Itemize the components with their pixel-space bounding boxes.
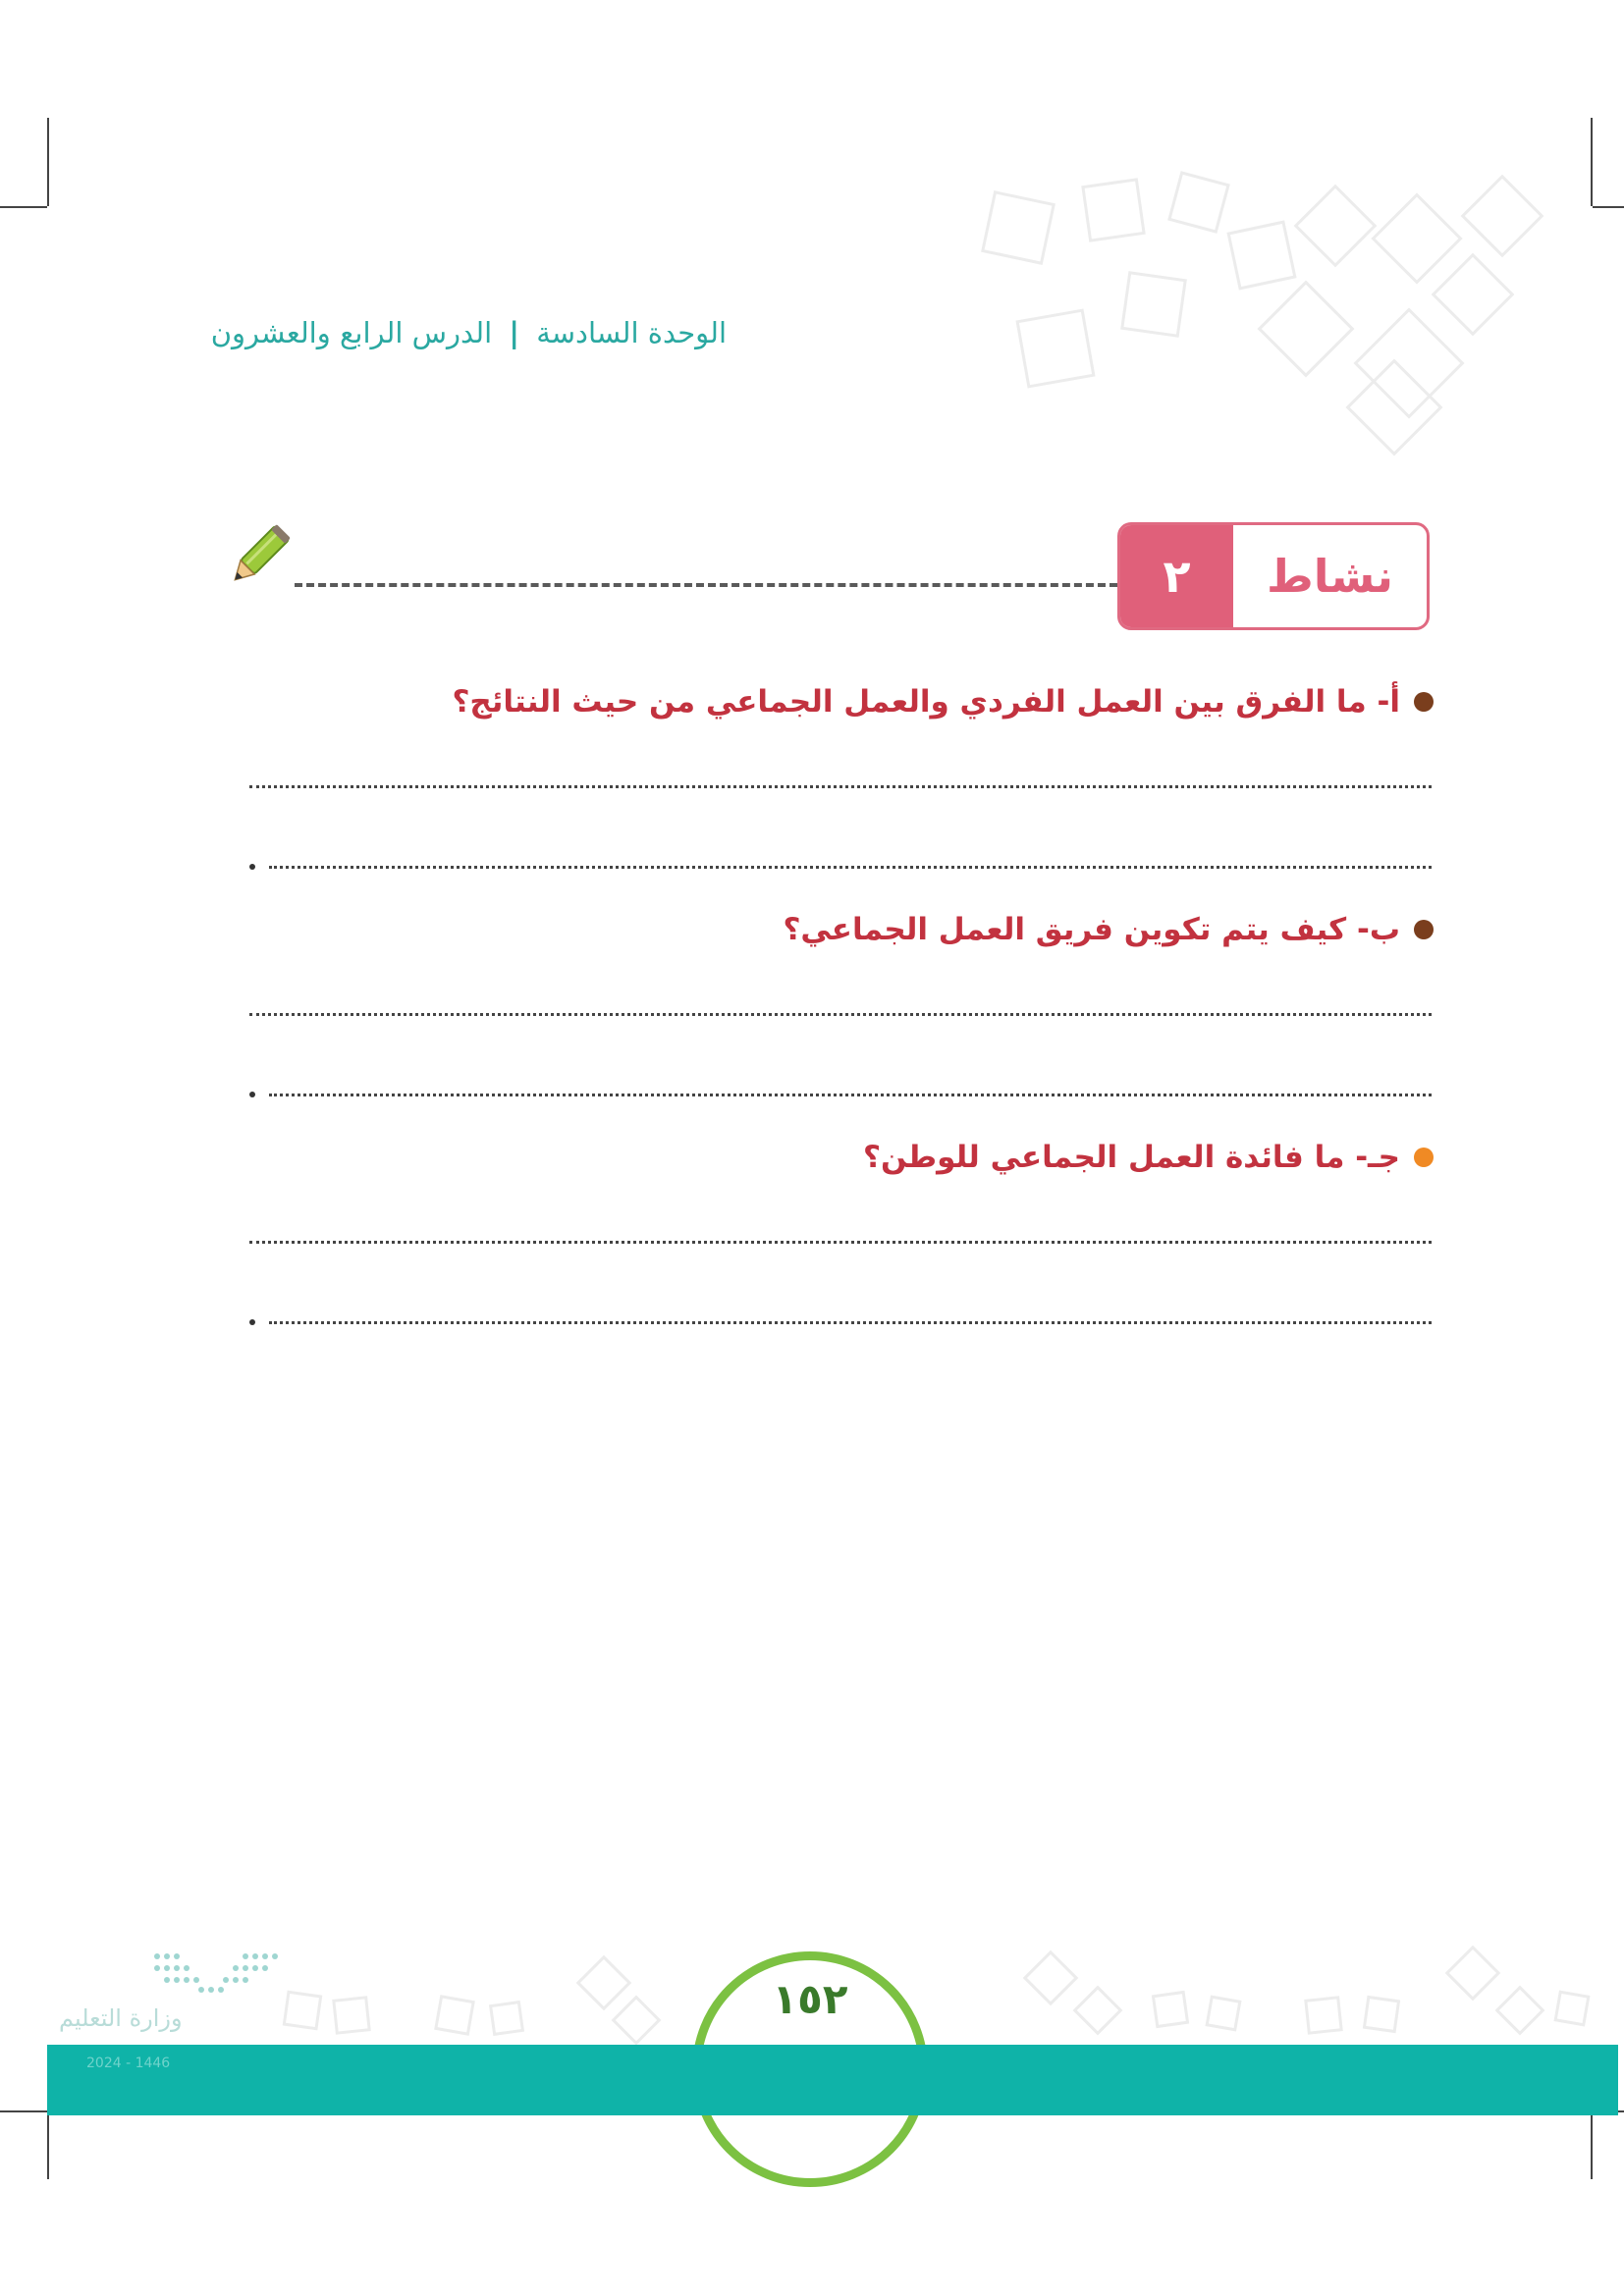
activity-number: ٢ <box>1120 525 1233 627</box>
answer-line[interactable] <box>249 785 1432 788</box>
page-header <box>210 316 727 365</box>
answer-line[interactable] <box>249 1241 1432 1244</box>
dashed-divider <box>295 583 1117 587</box>
bullet-dot <box>1414 692 1434 712</box>
answer-line[interactable] <box>269 1321 1432 1324</box>
activity-banner <box>1117 522 1430 630</box>
question-text: جـ- ما فائدة العمل الجماعي للوطن؟ <box>863 1140 1400 1175</box>
bullet-dot <box>1414 1148 1434 1167</box>
footer-bar <box>47 2045 1618 2115</box>
line-end-dot <box>249 1092 255 1097</box>
pencil-icon <box>218 518 297 597</box>
ministry-logo-icon <box>147 1949 304 1998</box>
line-end-dot <box>249 1319 255 1325</box>
line-end-dot <box>249 864 255 870</box>
crop-mark <box>1593 206 1624 208</box>
question-c <box>226 1133 1434 1182</box>
answer-line[interactable] <box>269 1094 1432 1096</box>
ministry-name: وزارة التعليم <box>59 2004 183 2032</box>
question-text: أ- ما الفرق بين العمل الفردي والعمل الجماعي من حيث النتائج؟ <box>452 684 1400 720</box>
crop-mark <box>0 2110 47 2112</box>
question-a <box>226 677 1434 726</box>
lesson-title: الدرس الرابع والعشرون <box>210 316 493 349</box>
question-text: ب- كيف يتم تكوين فريق العمل الجماعي؟ <box>783 912 1400 947</box>
crop-mark <box>1591 2110 1593 2179</box>
header-separator: | <box>509 316 519 349</box>
crop-mark <box>1591 118 1593 206</box>
answer-line[interactable] <box>249 1013 1432 1016</box>
crop-mark <box>47 118 49 206</box>
activity-label: نشاط <box>1266 550 1394 603</box>
unit-title: الوحدة السادسة <box>536 316 727 349</box>
crop-mark <box>47 2110 49 2179</box>
ministry-year: 2024 - 1446 <box>86 2056 171 2071</box>
question-b <box>226 905 1434 954</box>
page-number: ١٥٢ <box>772 1975 848 2023</box>
crop-mark <box>0 206 47 208</box>
bullet-dot <box>1414 920 1434 939</box>
answer-line[interactable] <box>269 866 1432 869</box>
